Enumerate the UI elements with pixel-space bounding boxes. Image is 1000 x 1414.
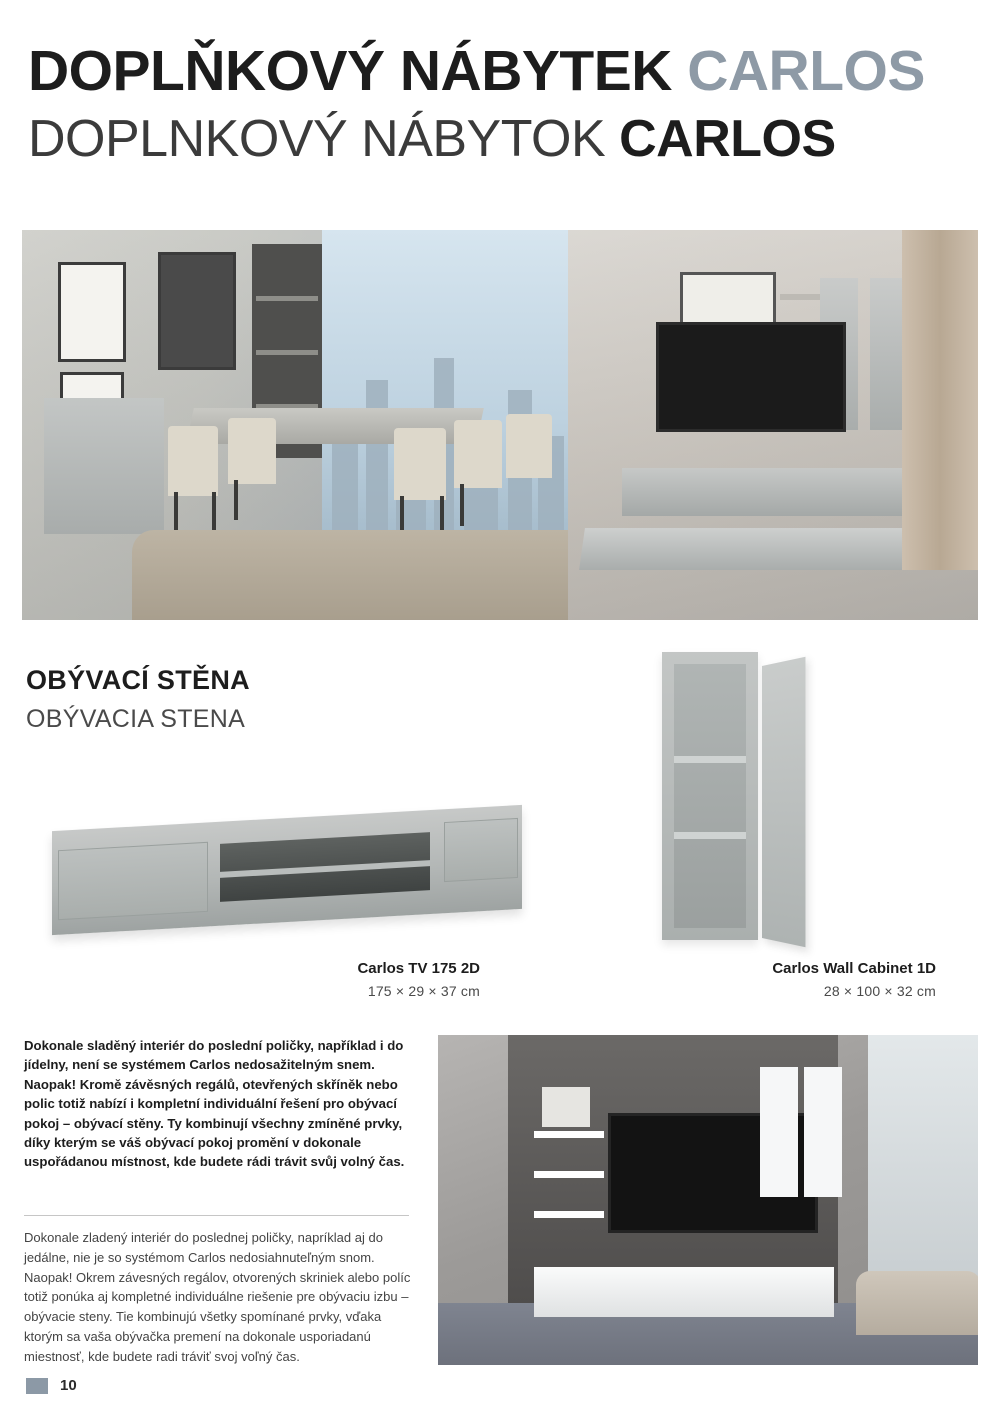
- dining-chair: [394, 428, 446, 500]
- product-name: Carlos Wall Cabinet 1D: [772, 960, 936, 977]
- page-number: 10: [60, 1377, 77, 1394]
- dining-chair: [506, 414, 552, 478]
- footer-accent-bar: [26, 1378, 48, 1394]
- bottom-interior-photo: [438, 1035, 978, 1365]
- section-heading: [26, 665, 250, 734]
- sofa-bottom: [856, 1271, 978, 1335]
- product-name: Carlos TV 175 2D: [357, 960, 480, 977]
- coffee-table: [579, 528, 935, 570]
- tv-unit-door-right: [444, 818, 518, 882]
- wall-cabinet-interior: [674, 664, 746, 928]
- hero-living-room-scene: [568, 230, 978, 620]
- product-dimensions: 175 × 29 × 37 cm: [367, 983, 480, 999]
- page-title-cs-main: DOPLŇKOVÝ NÁBYTEK: [28, 39, 688, 103]
- text-divider: [24, 1215, 409, 1216]
- wall-poster-1: [58, 262, 126, 362]
- wall-cabinet-white-2: [804, 1067, 842, 1197]
- sofa-foreground: [132, 530, 602, 620]
- page-title-cs-accent: CARLOS: [687, 39, 925, 103]
- tv-stand-bottom: [534, 1267, 834, 1317]
- wall-cabinet-white-1: [760, 1067, 798, 1197]
- page-title-block: [28, 39, 948, 168]
- tv-screen: [656, 322, 846, 432]
- product-image-tv-unit: [52, 808, 522, 948]
- page-title-cs: [28, 39, 948, 103]
- hero-interior-photo: [22, 230, 978, 620]
- tv-unit-door-left: [58, 842, 208, 920]
- dining-chair: [168, 426, 218, 496]
- description-sk: Dokonale zladený interiér do poslednej poličky, napríklad aj do jedálne, nie je so systémom Carlos nedosiahnuteľným snom. Naopak! Okrem závesných regálov, otvorených skriniek alebo políc totiž ponúka aj kompletné individuálne riešenie pre obývaciu izbu – obývacie steny. Tie kombinujú všetky spomínané prvky, vďaka ktorým sa vaša obývačka premení na dokonale usporiadanú miestnosť, kde budete radi tráviť svoj voľný čas.: [24, 1230, 411, 1364]
- description-cs: Dokonale sladěný interiér do poslední poličky, například i do jídelny, není se systémem Carlos nedosažitelným snem. Naopak! Kromě závěsných regálů, otevřených skříněk nebo polic totiž nabízí i kompletní individuální řešení pro obývací pokoj – obývací stěny. Ty kombinují všechny zmíněné prvky, díky kterým se váš obývací pokoj promění v dokonale uspořádanou místnost, kde budete rádi trávit svůj volný čas.: [24, 1038, 405, 1170]
- caption-wall-cabinet: [620, 960, 936, 999]
- wall-shelf-2: [534, 1171, 604, 1178]
- picture-frame-bottom: [542, 1087, 590, 1127]
- dining-chair: [454, 420, 502, 488]
- sideboard: [44, 398, 164, 534]
- page-title-sk: [28, 110, 948, 168]
- product-dimensions: 28 × 100 × 32 cm: [823, 983, 936, 999]
- wall-poster-3: [158, 252, 236, 370]
- product-image-wall-cabinet: [650, 648, 960, 948]
- window-view: [322, 230, 568, 570]
- hero-dining-scene: [22, 230, 568, 620]
- wall-shelf-3: [534, 1211, 604, 1218]
- wall-cabinet-door: [762, 657, 805, 947]
- caption-tv-unit: [160, 960, 480, 999]
- section-heading-cs: OBÝVACÍ STĚNA: [26, 665, 250, 695]
- page-title-sk-main: DOPLNKOVÝ NÁBYTOK: [28, 109, 620, 168]
- section-heading-sk: OBÝVACIA STENA: [26, 705, 246, 733]
- wall-cabinet-shelf: [674, 832, 746, 839]
- wall-cabinet-shelf: [674, 756, 746, 763]
- window-bottom: [868, 1035, 978, 1295]
- dining-chair: [228, 418, 276, 484]
- page-title-sk-accent: CARLOS: [619, 109, 836, 168]
- curtain: [902, 230, 978, 570]
- wall-shelf-1: [534, 1131, 604, 1138]
